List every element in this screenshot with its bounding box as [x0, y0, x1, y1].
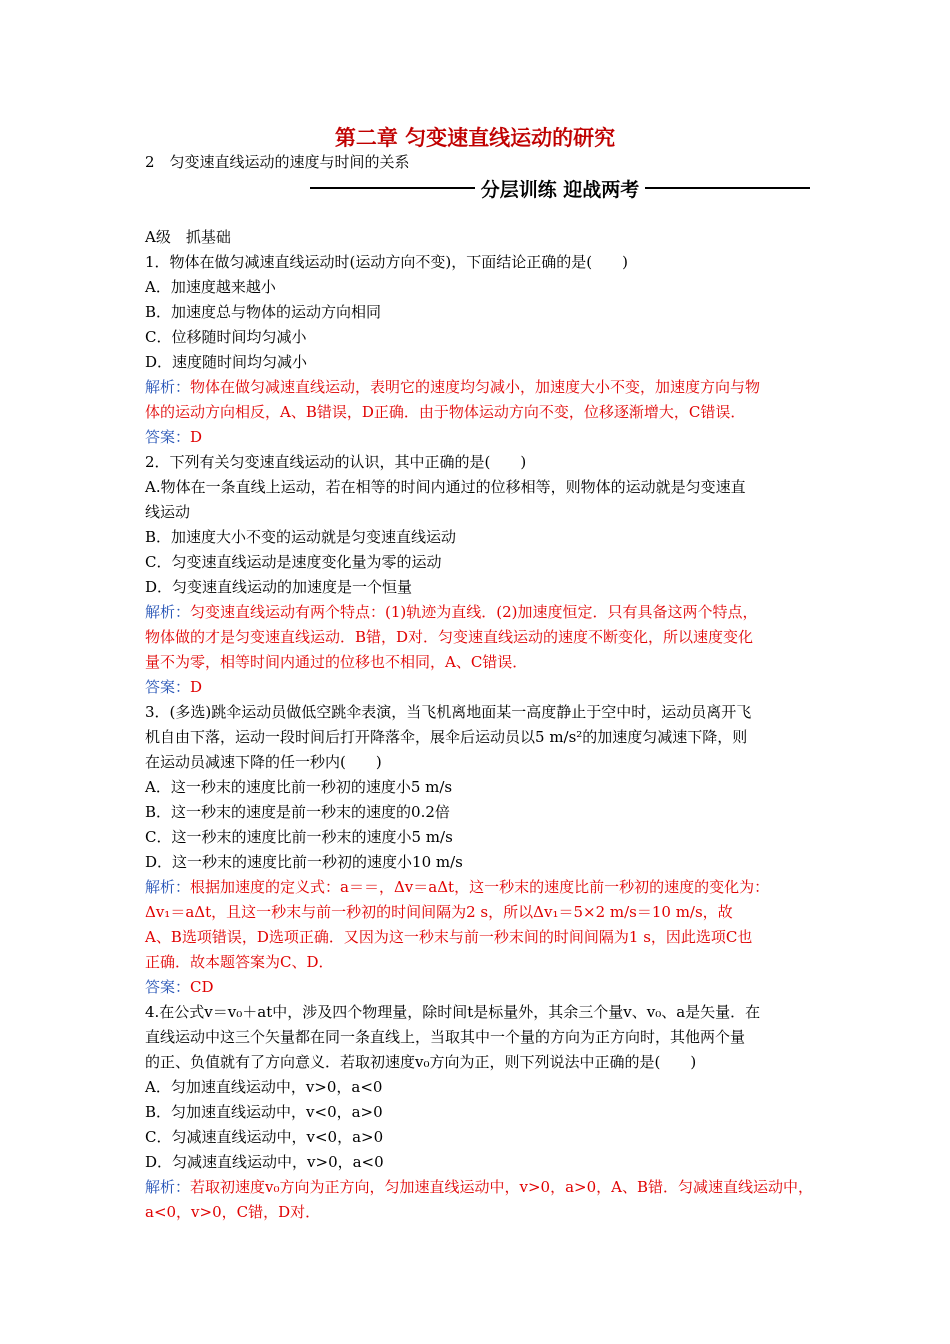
analysis-continuation: A、B选项错误，D选项正确．又因为这一秒末与前一秒末间的时间间隔为1 s，因此选项C也 — [145, 928, 753, 946]
text-line: C．匀变速直线运动是速度变化量为零的运动 — [145, 553, 442, 571]
text-line: 直线运动中这三个矢量都在同一条直线上，当取其中一个量的方向为正方向时，其他两个量 — [145, 1028, 746, 1046]
analysis-text: 物体在做匀减速直线运动，表明它的速度均匀减小，加速度大小不变，加速度方向与物 — [190, 378, 761, 396]
banner-rule-left — [310, 187, 475, 189]
section-subtitle: 2 匀变速直线运动的速度与时间的关系 — [145, 153, 410, 171]
text-line: 在运动员减速下降的任一秒内( ) — [145, 753, 382, 771]
text-line: 1．物体在做匀减速直线运动时(运动方向不变)，下面结论正确的是( ) — [145, 253, 628, 271]
answer-line — [145, 425, 815, 450]
analysis-label: 解析： — [145, 378, 191, 396]
analysis-label: 解析： — [145, 878, 191, 896]
text-line: A.物体在一条直线上运动，若在相等的时间内通过的位移相等，则物体的运动就是匀变速直 — [145, 478, 746, 496]
text-line: A．加速度越来越小 — [145, 278, 276, 296]
text-line: 线运动 — [145, 503, 191, 521]
analysis-line — [145, 600, 815, 625]
answer-text: D — [190, 678, 203, 696]
analysis-label: 解析： — [145, 603, 191, 621]
analysis-continuation: 量不为零，相等时间内通过的位移也不相同，A、C错误． — [145, 653, 528, 671]
text-line: A级 抓基础 — [145, 228, 231, 246]
analysis-continuation: a<0，v>0，C错，D对． — [145, 1203, 321, 1221]
text-line: D．这一秒末的速度比前一秒初的速度小10 m/s — [145, 853, 463, 871]
analysis-continuation: 物体做的才是匀变速直线运动．B错，D对．匀变速直线运动的速度不断变化，所以速度变化 — [145, 628, 754, 646]
text-line: 机自由下落，运动一段时间后打开降落伞，展伞后运动员以5 m/s²的加速度匀减速下降，则 — [145, 728, 748, 746]
analysis-line — [145, 375, 815, 400]
text-line: B．这一秒末的速度是前一秒末的速度的0.2倍 — [145, 803, 450, 821]
text-line: B．匀加速直线运动中，v<0，a>0 — [145, 1103, 383, 1121]
chapter-title: 第二章 匀变速直线运动的研究 — [334, 126, 616, 150]
exercise-content — [145, 225, 815, 1225]
text-line: 3．(多选)跳伞运动员做低空跳伞表演，当飞机离地面某一高度静止于空中时，运动员离开飞 — [145, 703, 752, 721]
banner-rule-right — [645, 187, 810, 189]
text-line: C．这一秒末的速度比前一秒末的速度小5 m/s — [145, 828, 453, 846]
text-line: 2．下列有关匀变速直线运动的认识，其中正确的是( ) — [145, 453, 527, 471]
answer-text: CD — [190, 978, 214, 996]
answer-label: 答案： — [145, 428, 191, 446]
analysis-continuation: 正确．故本题答案为C、D． — [145, 953, 334, 971]
analysis-label: 解析： — [145, 1178, 191, 1196]
analysis-continuation: Δv₁＝aΔt，且这一秒末与前一秒初的时间间隔为2 s，所以Δv₁＝5×2 m/s＝10 m/s，故 — [145, 903, 733, 921]
text-line: B．加速度总与物体的运动方向相同 — [145, 303, 382, 321]
text-line: A．匀加速直线运动中，v>0，a<0 — [145, 1078, 383, 1096]
answer-text: D — [190, 428, 203, 446]
answer-line — [145, 675, 815, 700]
analysis-text: 根据加速度的定义式：a＝＝，Δv＝aΔt，这一秒末的速度比前一秒初的速度的变化为： — [190, 878, 770, 896]
text-line: C．位移随时间均匀减小 — [145, 328, 307, 346]
answer-label: 答案： — [145, 678, 191, 696]
analysis-line — [145, 1175, 815, 1200]
answer-line — [145, 975, 815, 1000]
section-banner — [310, 175, 810, 201]
analysis-text: 若取初速度v₀方向为正方向，匀加速直线运动中，v>0，a>0，A、B错．匀减速直线运动中， — [190, 1178, 814, 1196]
text-line: D．速度随时间均匀减小 — [145, 353, 308, 371]
text-line: 的正、负值就有了方向意义．若取初速度v₀方向为正，则下列说法中正确的是( ) — [145, 1053, 697, 1071]
text-line: A．这一秒末的速度比前一秒初的速度小5 m/s — [145, 778, 453, 796]
text-line: D．匀变速直线运动的加速度是一个恒量 — [145, 578, 413, 596]
analysis-continuation: 体的运动方向相反，A、B错误，D正确．由于物体运动方向不变，位移逐渐增大，C错误． — [145, 403, 746, 421]
text-line: C．匀减速直线运动中，v<0，a>0 — [145, 1128, 384, 1146]
answer-label: 答案： — [145, 978, 191, 996]
text-line: D．匀减速直线运动中，v>0，a<0 — [145, 1153, 384, 1171]
text-line: B．加速度大小不变的运动就是匀变速直线运动 — [145, 528, 457, 546]
analysis-text: 匀变速直线运动有两个特点：(1)轨迹为直线．(2)加速度恒定．只有具备这两个特点， — [190, 603, 758, 621]
banner-text: 分层训练 迎战两考 — [480, 178, 640, 201]
analysis-line — [145, 875, 815, 900]
text-line: 4.在公式v＝v₀＋at中，涉及四个物理量，除时间t是标量外，其余三个量v、v₀、a是矢量．在 — [145, 1003, 761, 1021]
